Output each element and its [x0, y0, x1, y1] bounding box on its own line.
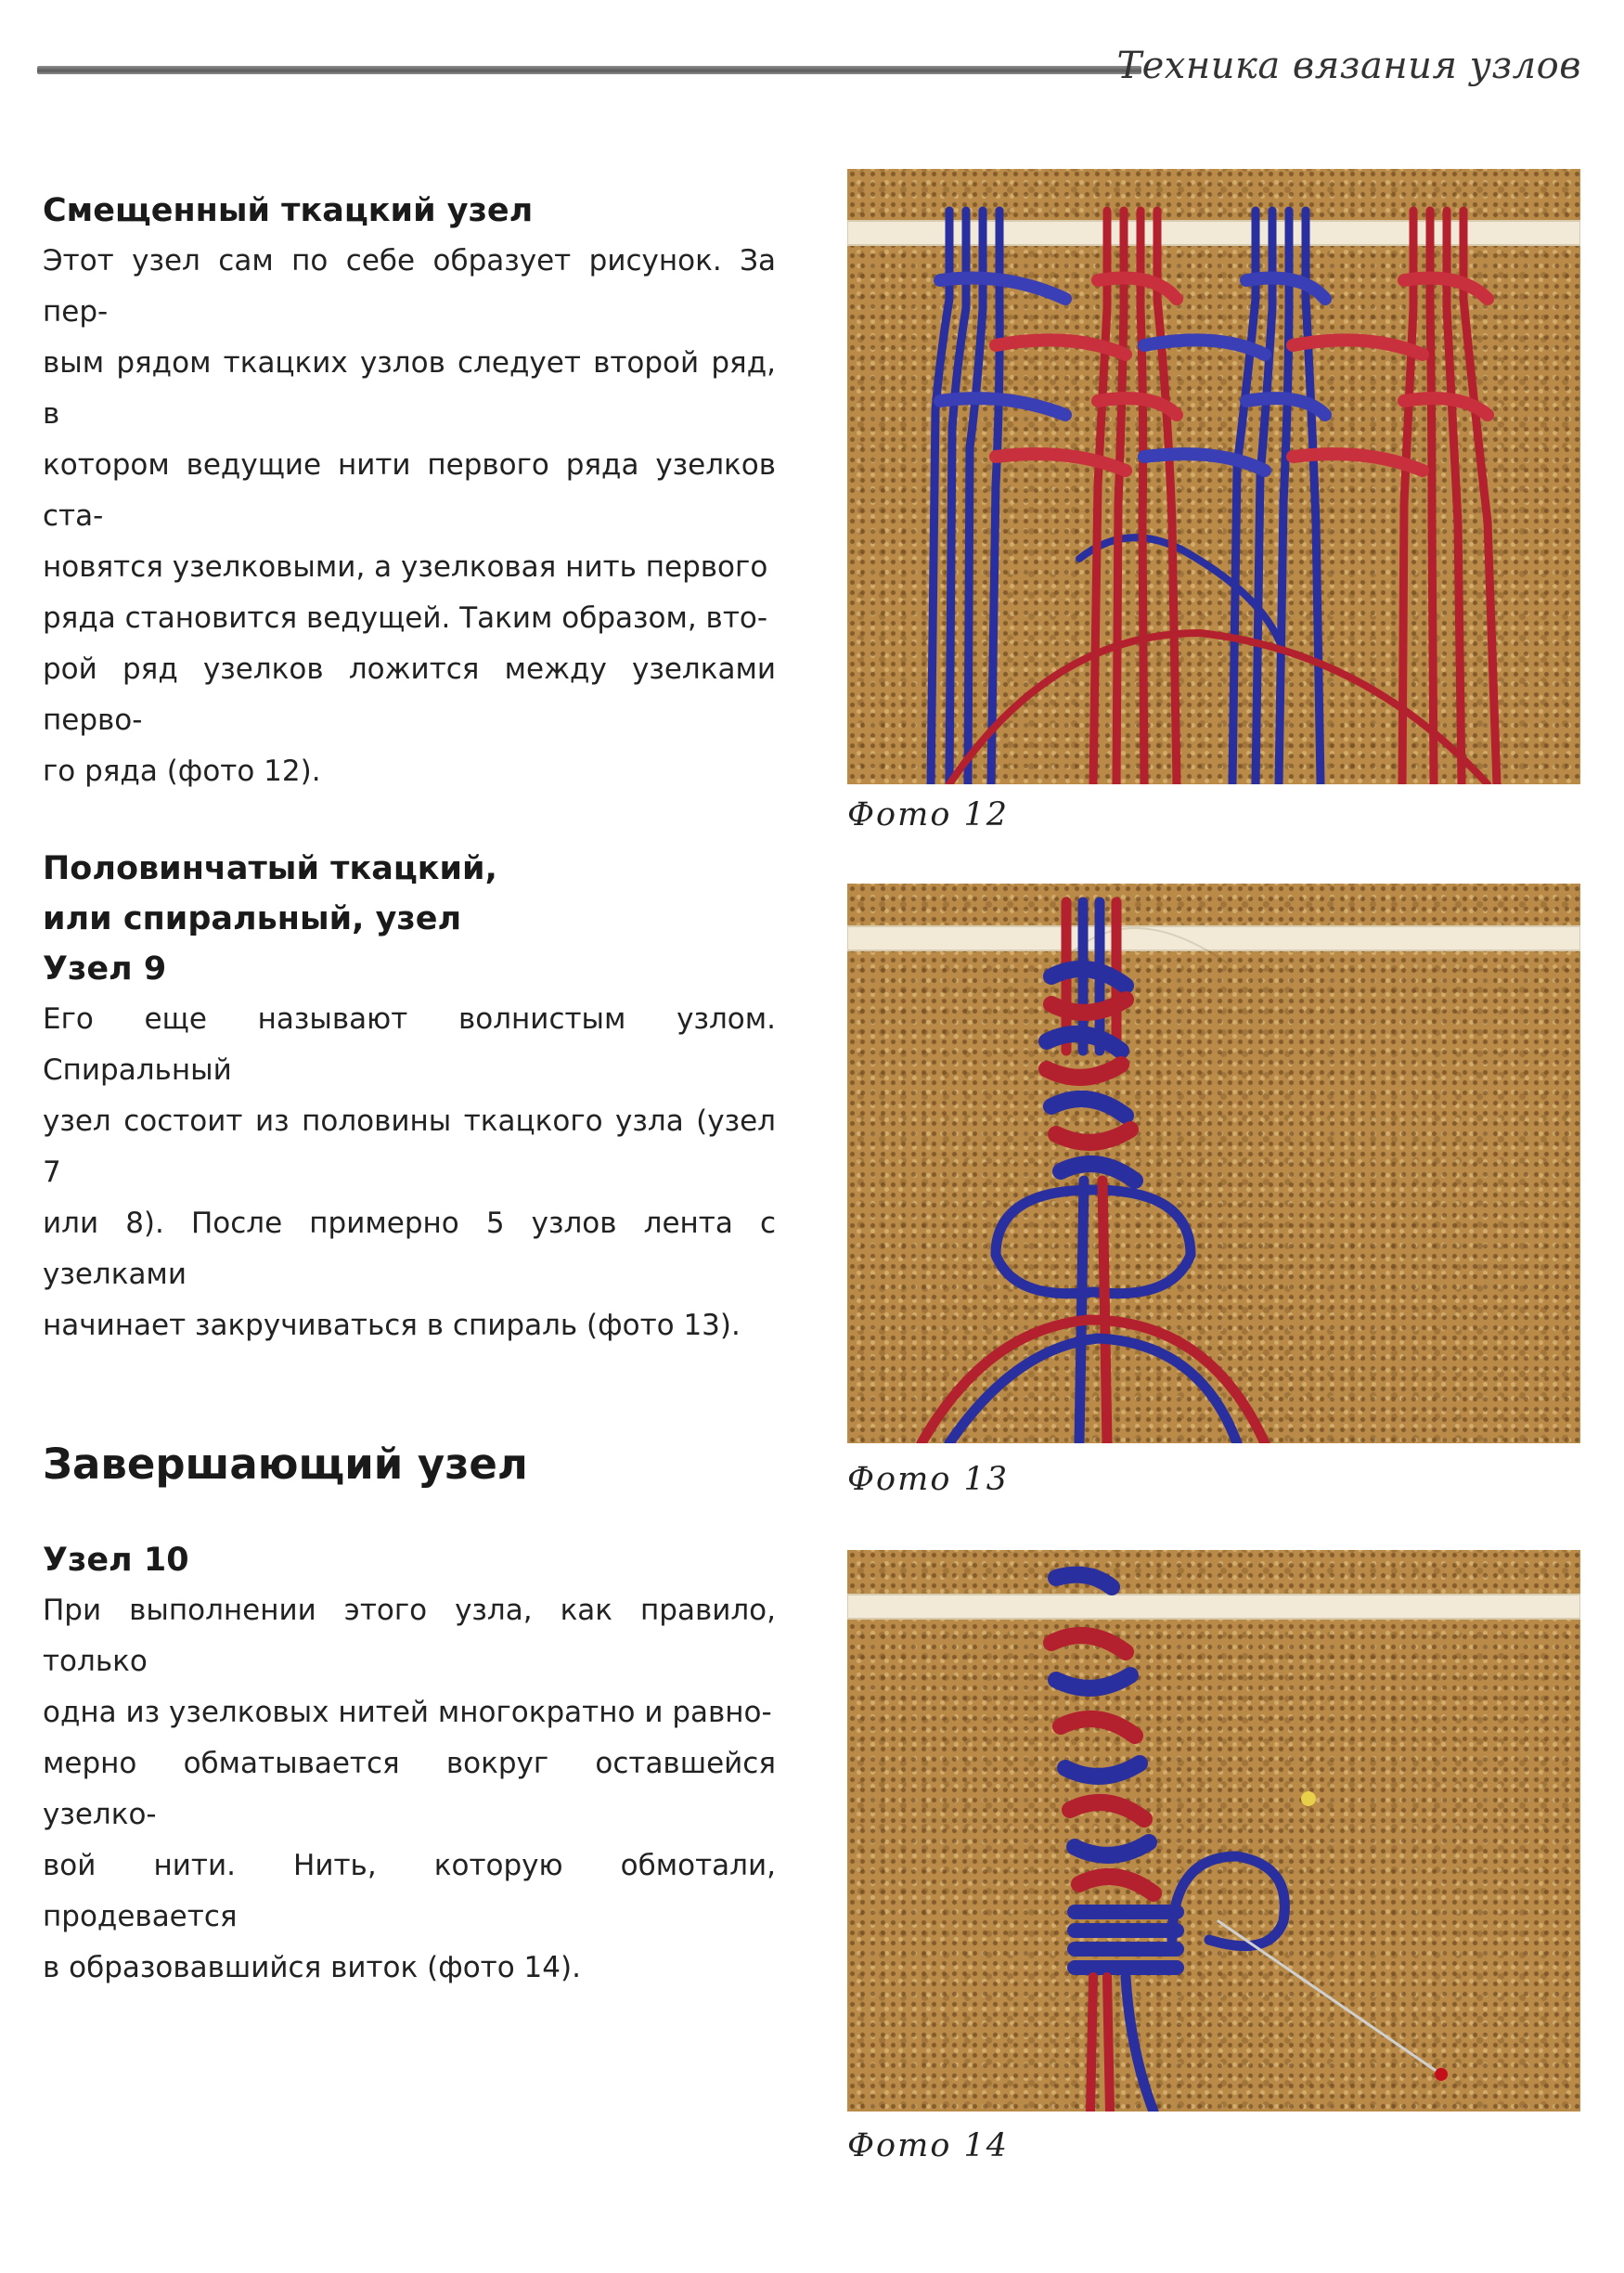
photo-14-illustration: [847, 1550, 1580, 2112]
photo-14: [847, 1550, 1580, 2112]
photo-13: [847, 884, 1580, 1443]
paragraph-line: вым рядом ткацких узлов следует второй ряд, в: [43, 346, 776, 431]
section-title-spiral-knot: или спиральный, узел: [43, 900, 462, 937]
paragraph-line: вой нити. Нить, которую обмотали, продевается: [43, 1849, 776, 1933]
paragraph-line: узел состоит из половины ткацкого узла (узел 7: [43, 1104, 776, 1189]
paragraph-line: новятся узелковыми, а узелковая нить первого: [43, 550, 768, 584]
photo-12-caption: Фото 12: [847, 796, 1010, 833]
knot-number-10: Узел 10: [43, 1542, 189, 1579]
paragraph-line: одна из узелковых нитей многократно и равно-: [43, 1696, 772, 1729]
photo-13-caption: Фото 13: [847, 1461, 1010, 1498]
paragraph-line: При выполнении этого узла, как правило, только: [43, 1594, 776, 1678]
photo-12-illustration: [847, 169, 1580, 784]
section-body-spiral-knot: [43, 994, 776, 1351]
paragraph-line: мерно обматывается вокруг оставшейся узелко-: [43, 1747, 776, 1831]
photo-14-caption: Фото 14: [847, 2127, 1010, 2164]
paragraph-line: Этот узел сам по себе образует рисунок. За пер-: [43, 244, 776, 329]
section-title-offset-weave-knot: Смещенный ткацкий узел: [43, 192, 534, 229]
paragraph-line: Его еще называют волнистым узлом. Спиральный: [43, 1002, 776, 1087]
paragraph-line: начинает закручиваться в спираль (фото 13).: [43, 1309, 741, 1342]
paragraph-line: или 8). После примерно 5 узлов лента с узелками: [43, 1207, 776, 1291]
section-title-half-weave-knot: Половинчатый ткацкий,: [43, 850, 497, 887]
header-rule: [37, 66, 1141, 74]
section-body-finishing-knot: [43, 1585, 776, 1994]
paragraph-line: котором ведущие нити первого ряда узелков ста-: [43, 448, 776, 533]
running-header: Техника вязания узлов: [1116, 45, 1581, 87]
section-body-offset-weave-knot: [43, 236, 776, 797]
paragraph-line: в образовавшийся виток (фото 14).: [43, 1951, 581, 1984]
paragraph-line: ряда становится ведущей. Таким образом, вто-: [43, 601, 768, 635]
photo-13-illustration: [847, 884, 1580, 1443]
paragraph-line: рой ряд узелков ложится между узелками перво-: [43, 652, 776, 737]
knot-number-9: Узел 9: [43, 950, 167, 988]
text-column: [43, 186, 776, 1994]
paragraph-line: го ряда (фото 12).: [43, 755, 321, 788]
photo-12: [847, 169, 1580, 784]
section-title-finishing-knot: Завершающий узел: [43, 1440, 528, 1489]
